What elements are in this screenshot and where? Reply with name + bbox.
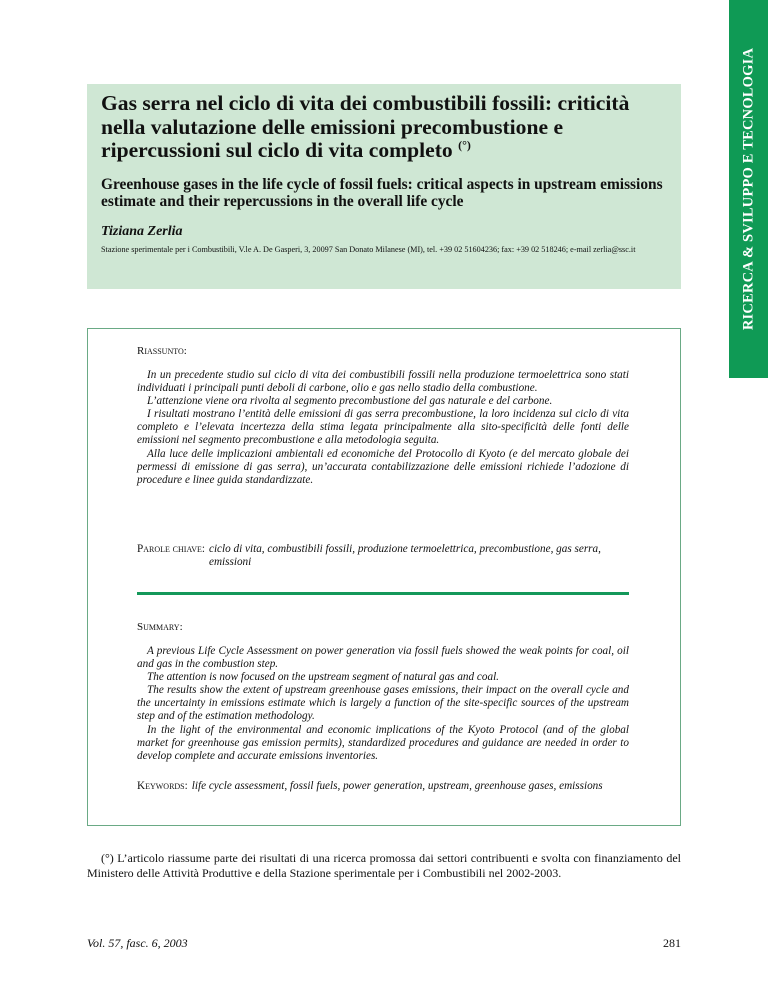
riassunto-paragraph: L’attenzione viene ora rivolta al segmento precombustione del gas naturale e del carbone.	[147, 395, 553, 408]
riassunto-text	[137, 369, 629, 487]
summary-section	[137, 621, 629, 763]
author-affiliation: Stazione sperimentale per i Combustibili, V.le A. De Gasperi, 3, 20097 San Donato Milanese (MI), tel. +39 02 51604236; fax: +39 02 518246; e-mail zerlia@ssc.it	[101, 244, 636, 254]
summary-paragraph: In the light of the environmental and economic implications of the Kyoto Protocol (and of the global market for greenhouse gas emission permits), standardized procedures and guidance are needed in order to develop complete and accurate emissions inventories.	[137, 723, 629, 762]
section-sidebar	[729, 0, 768, 378]
title-italian-text: Gas serra nel ciclo di vita dei combustibili fossili: criticità nella valutazione delle emissioni precombustione e ripercussioni sul ciclo di vita completo	[101, 91, 630, 162]
abstract-box	[87, 328, 681, 826]
riassunto-section	[137, 345, 629, 487]
article-header	[87, 84, 681, 289]
author-name: Tiziana Zerlia	[101, 223, 183, 239]
title-english: Greenhouse gases in the life cycle of fossil fuels: critical aspects in upstream emissions estimate and their repercussions in the overall life cycle	[101, 175, 663, 210]
summary-paragraph: The attention is now focused on the upstream segment of natural gas and coal.	[147, 671, 499, 684]
footnote: (°) L’articolo riassume parte dei risultati di una ricerca promossa dai settori contribuenti e svolta con finanziamento del Ministero delle Attività Produttive e della Stazione sperimentale per i Combustibili nel 2002-2003.	[87, 851, 681, 880]
parole-chiave-label: Parole chiave:	[137, 543, 205, 555]
summary-label: Summary:	[137, 621, 183, 633]
summary-text	[137, 645, 629, 763]
summary-paragraph: A previous Life Cycle Assessment on power generation via fossil fuels showed the weak points for coal, oil and gas in the combustion step.	[137, 645, 629, 671]
title-footnote-mark: (°)	[458, 138, 471, 152]
parole-chiave-value: ciclo di vita, combustibili fossili, produzione termoelettrica, precombustione, gas serra, emissioni	[208, 543, 601, 568]
riassunto-paragraph: Alla luce delle implicazioni ambientali ed economiche del Protocollo di Kyoto (e del mercato globale dei permessi di emissione di gas serra), un’accurata contabilizzazione delle emissioni richiede l’adozione di procedure e linee guida standardizzate.	[137, 447, 629, 486]
riassunto-paragraph: I risultati mostrano l’entità delle emissioni di gas serra precombustione, la loro incidenza sul ciclo di vita completo e l’elevata incertezza della stima legata principalmente alla sito-specificità delle fonti delle emissioni nel segmento precombustione e alla metodologia seguita.	[137, 408, 629, 447]
riassunto-keywords	[137, 543, 629, 569]
summary-keywords	[137, 780, 629, 793]
section-divider	[137, 592, 629, 595]
keywords-label: Keywords:	[137, 780, 188, 792]
keywords-value: life cycle assessment, fossil fuels, power generation, upstream, greenhouse gases, emissions	[191, 780, 603, 792]
summary-paragraph: The results show the extent of upstream greenhouse gases emissions, their impact on the overall cycle and the uncertainty in emissions estimate which is largely a function of the site-specific sources of the upstream step and of the estimation methodology.	[137, 684, 629, 723]
riassunto-label: Riassunto:	[137, 345, 187, 357]
journal-volume: Vol. 57, fasc. 6, 2003	[87, 936, 188, 950]
title-italian	[101, 92, 667, 163]
riassunto-paragraph: In un precedente studio sul ciclo di vita dei combustibili fossili nella produzione termoelettrica sono stati individuati i principali punti deboli di carbone, olio e gas nello stadio della combustione.	[137, 369, 629, 395]
section-label: RICERCA & SVILUPPO E TECNOLOGIA	[740, 47, 756, 331]
page-number: 281	[663, 936, 681, 950]
